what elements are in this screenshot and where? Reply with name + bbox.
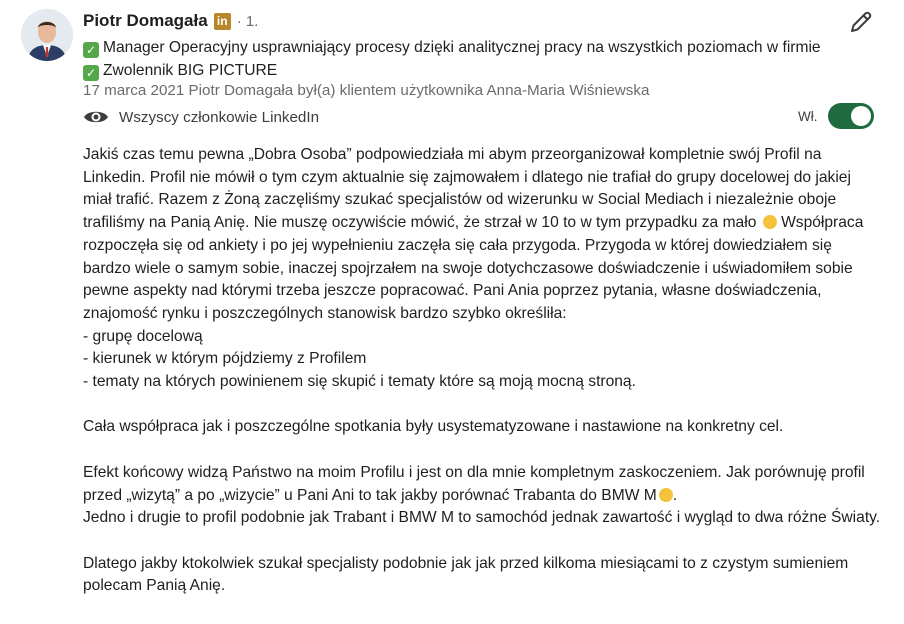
headline-part-1: Manager Operacyjny usprawniający procesy dzięki analitycznej pracy na wszystkich poziomach w firmie — [103, 39, 821, 56]
linkedin-premium-icon: in — [214, 13, 231, 30]
recommendation-text — [83, 144, 883, 598]
winking-face-icon — [763, 215, 777, 229]
author-name[interactable]: Piotr Domagała — [83, 11, 208, 30]
paragraph-3-part-2: Jedno i drugie to profil podobnie jak Trabant i BMW M to samochód jednak zawartość i wygląd to dwa różne Światy. — [83, 509, 881, 527]
paragraph-3-part-1: Efekt końcowy widzą Państwo na moim Profilu i jest on dla mnie kompletnym zaskoczeniem. Jak porównuję profil przed „wizytą” a po „wizycie” u Pani Ani to tak jakby porównać Trabanta do BMW M — [83, 463, 865, 504]
toggle-knob — [851, 106, 871, 126]
show-on-profile-toggle[interactable] — [828, 103, 874, 129]
list-item: - grupę docelową — [83, 327, 203, 345]
paragraph-3-part-1-end: . — [672, 486, 678, 504]
avatar-photo — [21, 9, 73, 61]
check-mark-icon: ✓ — [83, 42, 99, 58]
author-row — [83, 10, 258, 32]
paragraph-2: Cała współpraca jak i poszczególne spotkania były usystematyzowane i nastawione na konkretny cel. — [83, 418, 784, 436]
list-item: - kierunek w którym pójdziemy z Profilem — [83, 350, 367, 368]
list-item: - tematy na których powinienem się skupić i tematy które są moją mocną stroną. — [83, 373, 636, 391]
winking-face-icon — [659, 488, 673, 502]
edit-pencil-icon[interactable] — [848, 9, 874, 35]
paragraph-1 — [83, 144, 883, 326]
visibility-label: Wszyscy członkowie LinkedIn — [119, 108, 320, 126]
avatar[interactable] — [21, 9, 73, 61]
connection-degree: · 1. — [236, 12, 259, 30]
check-mark-icon: ✓ — [83, 65, 99, 81]
visibility-setting[interactable] — [83, 106, 319, 128]
author-headline — [83, 36, 843, 82]
headline-part-2: Zwolennik BIG PICTURE — [103, 62, 278, 79]
paragraph-3 — [83, 462, 883, 530]
show-on-profile-toggle-wrap — [798, 103, 874, 129]
recommendation-meta: 17 marca 2021 Piotr Domagała był(a) klientem użytkownika Anna-Maria Wiśniewska — [83, 82, 650, 99]
paragraph-1-part-1: Jakiś czas temu pewna „Dobra Osoba” podpowiedziała mi abym przeorganizował kompletnie swój Profil na Linkedin. Profil nie mówił o tym czym aktualnie się zajmowałem i dlatego nie trafiał do grupy docelowej do jakiej miał trafić. Razem z Żoną zaczęliśmy szukać specjalistów od wizerunku w Social Mediach i niezależnie oboje trafiliśmy na Panią Anię. Nie muszę oczywiście mówić, że strzał w 10 to w tym przypadku za mało — [83, 146, 851, 232]
paragraph-1-part-2: Współpraca rozpoczęła się od ankiety i po jej wypełnieniu zaczęła się cała przygoda. Przygoda w której dowiedziałem się bardzo wiele o samym sobie, inaczej spojrzałem na swoje dotychczasowe doświadczenie i uświadomiłem sobie pewne aspekty nad którymi trzeba jeszcze popracować. Pani Ania poprzez pytania, własne doświadczenia, znajomość rynku i poszczególnych stanowisk bardzo szybko określiła: — [83, 214, 864, 322]
eye-icon — [83, 108, 109, 126]
paragraph-4: Dlatego jakby ktokolwiek szukał specjalisty podobnie jak jak przed kilkoma miesiącami to z czystym sumieniem polecam Panią Anię. — [83, 554, 849, 595]
toggle-label: Wł. — [798, 108, 818, 124]
